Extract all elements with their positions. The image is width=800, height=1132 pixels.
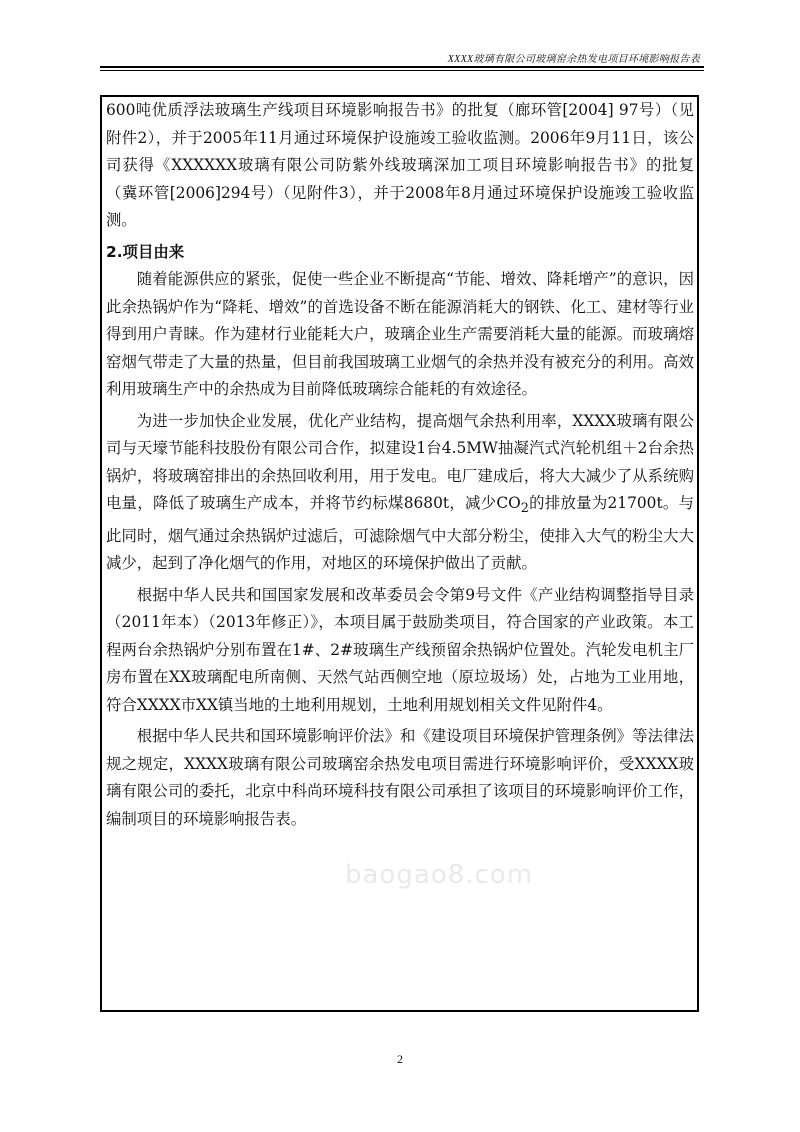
paragraph-policy-compliance: 根据中华人民共和国国家发展和改革委员会令第9号文件《产业结构调整指导目录（2011年本）（2013年修正）》，本项目属于鼓励类项目，符合国家的产业政策。本工程两台余热锅炉分别布置在1#、2#玻璃生产线预留余热锅炉位置处。汽轮发电机主厂房布置在XX玻璃配电所南侧、天然气站西侧空地（原垃圾场）处，占地为工业用地，符合XXXX市XX镇当地的土地利用规划，土地利用规划相关文件见附件4。	[106, 585, 694, 714]
watermark: baogao8.com	[345, 860, 534, 890]
section-heading-project-origin: 2.项目由来	[106, 242, 185, 261]
paragraph-approval-history: 600吨优质浮法玻璃生产线项目环境影响报告书》的批复（廊环管[2004] 97号）（见附件2），并于2005年11月通过环境保护设施竣工验收监测。2006年9月11日，该公司获得《XXXXXX玻璃有限公司防紫外线玻璃深加工项目环境影响报告书》的批复（冀环管[2006]294号）（见附件3），并于2008年8月通过环境保护设施竣工验收监测。	[106, 101, 694, 229]
header-rule-thin	[100, 70, 704, 71]
co2-subscript: 2	[520, 501, 529, 517]
header-rule-thick	[100, 66, 704, 68]
running-header: XXXX玻璃有限公司玻璃窑余热发电项目环境影响报告表	[447, 54, 700, 65]
page-number: 2	[397, 1052, 403, 1066]
paragraph-eia-commission: 根据中华人民共和国环境影响评价法》和《建设项目环境保护管理条例》等法律法规之规定，XXXX玻璃有限公司玻璃窑余热发电项目需进行环境影响评价，受XXXX玻璃有限公司的委托，北京中科尚环境科技有限公司承担了该项目的环境影响评价工作，编制项目的环境影响报告表。	[106, 727, 694, 828]
paragraph-energy-background: 随着能源供应的紧张，促使一些企业不断提高“节能、增效、降耗增产”的意识，因此余热锅炉作为“降耗、增效”的首选设备不断在能源消耗大的钢铁、化工、建材等行业得到用户青睐。作为建材行业能耗大户，玻璃企业生产需要消耗大量的能源。而玻璃熔窑烟气带走了大量的热量，但目前我国玻璃工业烟气的余热并没有被充分的利用。高效利用玻璃生产中的余热成为目前降低玻璃综合能耗的有效途径。	[106, 270, 694, 398]
project-plan-text-cont: 的排放量为21700t。与此同时，烟气通过余热锅炉过滤后，可滤除烟气中大部分粉尘，使排入大气的粉尘大大减少，起到了净化烟气的作用，对地区的环境保护做出了贡献。	[106, 494, 694, 573]
report-body	[106, 97, 694, 833]
paragraph-project-plan	[106, 408, 694, 578]
project-plan-text: 为进一步加快企业发展，优化产业结构，提高烟气余热利用率，XXXX玻璃有限公司与天壕节能科技股份有限公司合作，拟建设1台4.5MW抽凝汽式汽轮机组＋2台余热锅炉，将玻璃窑排出的余热回收利用，用于发电。电厂建成后，将大大减少了从系统购电量，降低了玻璃生产成本，并将节约标煤8680t，减少CO	[106, 411, 694, 512]
